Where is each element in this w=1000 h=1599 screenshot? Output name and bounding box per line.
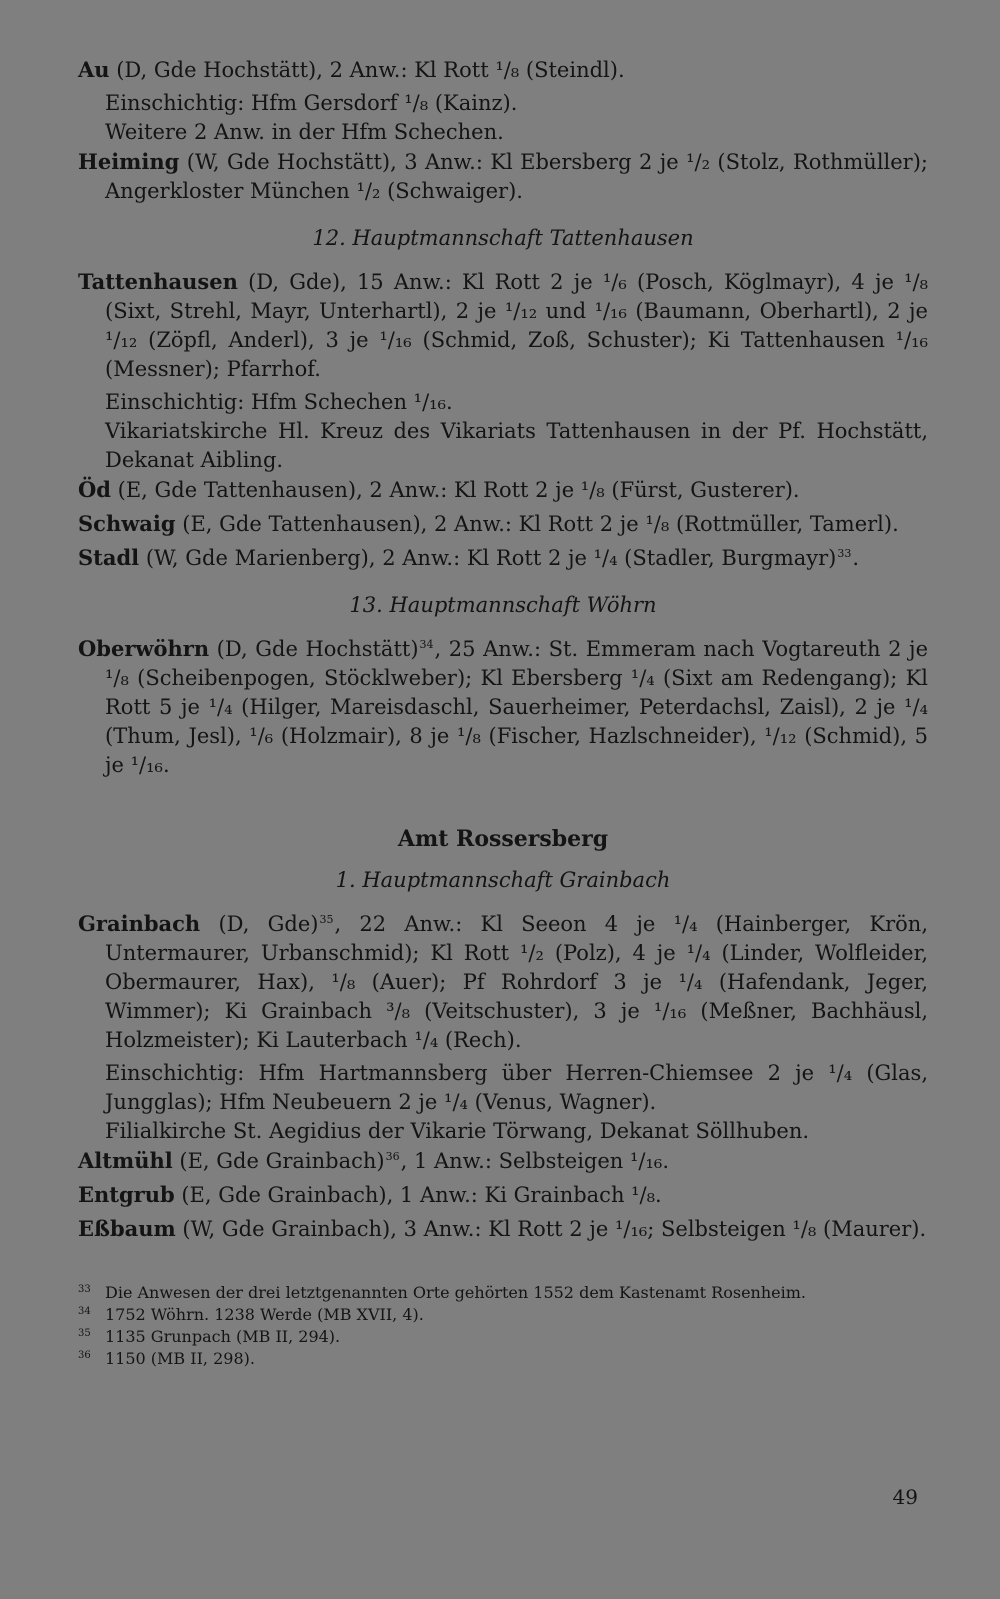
place-note: Filialkirche St. Aegidius der Vikarie Törwang, Dekanat Söllhuben. bbox=[105, 1119, 810, 1143]
place-note: Weitere 2 Anw. in der Hfm Schechen. bbox=[105, 120, 504, 144]
place-description-cont: , 1 Anw.: Selbsteigen ¹/₁₆. bbox=[400, 1149, 670, 1173]
footnote-ref: 35 bbox=[319, 913, 334, 926]
place-name: Eßbaum bbox=[78, 1216, 176, 1241]
place-name: Heiming bbox=[78, 149, 180, 174]
place-description-cont: , 25 Anw.: St. Emmeram nach Vogtareuth 2 je ¹/₈ (Scheibenpogen, Stöcklweber); Kl Ebersberg ¹/₄ (Sixt am Redengang); Kl Rott 5 je ¹/₄ (Hilger, Mareisdaschl, Sauerheimer, Peterdachsl, Zaisl), 2 je ¹/₄ (Thum, Jesl), ¹/₆ (Holzmair), 8 je ¹/₈ (Fischer, Hazlschneider), ¹/₁₂ (Schmid), 5 je ¹/₁₆. bbox=[105, 637, 928, 777]
place-description: (E, Gde Tattenhausen), 2 Anw.: Kl Rott 2 je ¹/₈ (Rottmüller, Tamerl). bbox=[175, 512, 899, 536]
place-description-cont: . bbox=[852, 546, 860, 570]
section-heading: 1. Hauptmannschaft Grainbach bbox=[335, 868, 671, 892]
place-entry bbox=[78, 1146, 928, 1176]
place-note: Einschichtig: Hfm Gersdorf ¹/₈ (Kainz). bbox=[105, 91, 518, 115]
footnote-text: 1150 (MB II, 298). bbox=[105, 1349, 255, 1368]
place-name: Au bbox=[78, 57, 110, 82]
page-number: 49 bbox=[892, 1485, 918, 1509]
place-name: Tattenhausen bbox=[78, 269, 238, 294]
place-description: (E, Gde Grainbach) bbox=[172, 1149, 385, 1173]
place-list-section bbox=[78, 55, 928, 206]
place-name: Schwaig bbox=[78, 511, 176, 536]
footnote: 34 1752 Wöhrn. 1238 Werde (MB XVII, 4). bbox=[78, 1305, 424, 1324]
footnote: 36 1150 (MB II, 298). bbox=[78, 1349, 255, 1368]
place-name: Öd bbox=[78, 477, 111, 502]
place-entry bbox=[78, 543, 928, 573]
place-entry bbox=[78, 909, 928, 1055]
place-description: (E, Gde Tattenhausen), 2 Anw.: Kl Rott 2 je ¹/₈ (Fürst, Gusterer). bbox=[110, 478, 800, 502]
place-entry bbox=[78, 509, 928, 539]
place-description: (W, Gde Marienberg), 2 Anw.: Kl Rott 2 je ¹/₄ (Stadler, Burgmayr) bbox=[139, 546, 837, 570]
section-heading: 12. Hauptmannschaft Tattenhausen bbox=[312, 226, 694, 250]
footnote-text: 1752 Wöhrn. 1238 Werde (MB XVII, 4). bbox=[105, 1305, 424, 1324]
place-entry bbox=[78, 1180, 928, 1210]
place-entry bbox=[78, 267, 928, 384]
place-name: Grainbach bbox=[78, 911, 201, 936]
section-heading: 13. Hauptmannschaft Wöhrn bbox=[349, 593, 657, 617]
place-list-section bbox=[78, 267, 928, 573]
place-name: Entgrub bbox=[78, 1182, 175, 1207]
place-description: (D, Gde) bbox=[200, 912, 319, 936]
place-entry bbox=[78, 1214, 928, 1244]
place-description-cont: , 22 Anw.: Kl Seeon 4 je ¹/₄ (Hainberger, Krön, Untermaurer, Urbanschmid); Kl Rott ¹/₂ (Polz), 4 je ¹/₄ (Linder, Wolfleider, Obermaurer, Hax), ¹/₈ (Auer); Pf Rohrdorf 3 je ¹/₄ (Hafendank, Jeger, Wimmer); Ki Grainbach ³/₈ (Veitschuster), 3 je ¹/₁₆ (Meßner, Bachhäusl, Holzmeister); Ki Lauterbach ¹/₄ (Rech). bbox=[105, 912, 928, 1052]
place-name: Stadl bbox=[78, 545, 140, 570]
place-description: (W, Gde Hochstätt), 3 Anw.: Kl Ebersberg 2 je ¹/₂ (Stolz, Rothmüller); Angerkloster München ¹/₂ (Schwaiger). bbox=[105, 150, 928, 203]
place-description: (D, Gde), 15 Anw.: Kl Rott 2 je ¹/₆ (Posch, Köglmayr), 4 je ¹/₈ (Sixt, Strehl, Mayr, Unterhartl), 2 je ¹/₁₂ und ¹/₁₆ (Baumann, Oberhartl), 2 je ¹/₁₂ (Zöpfl, Anderl), 3 je ¹/₁₆ (Schmid, Zoß, Schuster); Ki Tattenhausen ¹/₁₆ (Messner); Pfarrhof. bbox=[105, 270, 928, 381]
place-note: Einschichtig: Hfm Hartmannsberg über Herren-Chiemsee 2 je ¹/₄ (Glas, Jungglas); Hfm Neubeuern 2 je ¹/₄ (Venus, Wagner). bbox=[105, 1061, 928, 1114]
place-list-section bbox=[78, 909, 928, 1244]
footnote: 35 1135 Grunpach (MB II, 294). bbox=[78, 1327, 341, 1346]
footnote-ref: 36 bbox=[385, 1150, 400, 1163]
footnote-text: Die Anwesen der drei letztgenannten Orte gehörten 1552 dem Kastenamt Rosenheim. bbox=[105, 1283, 806, 1302]
place-description: (E, Gde Grainbach), 1 Anw.: Ki Grainbach ¹/₈. bbox=[174, 1183, 662, 1207]
place-description: (D, Gde Hochstätt), 2 Anw.: Kl Rott ¹/₈ (Steindl). bbox=[109, 58, 625, 82]
footnote: 33 Die Anwesen der drei letztgenannten Orte gehörten 1552 dem Kastenamt Rosenheim. bbox=[78, 1283, 806, 1302]
footnote-ref: 33 bbox=[837, 547, 852, 560]
footnote-ref: 34 bbox=[419, 638, 434, 651]
place-list-section bbox=[78, 634, 928, 780]
place-entry bbox=[78, 475, 928, 505]
place-entry bbox=[78, 634, 928, 780]
place-name: Altmühl bbox=[78, 1148, 173, 1173]
place-note: Vikariatskirche Hl. Kreuz des Vikariats Tattenhausen in der Pf. Hochstätt, Dekanat Aibling. bbox=[105, 419, 928, 472]
footnotes bbox=[78, 1282, 928, 1370]
place-entry bbox=[78, 147, 928, 206]
office-heading: Amt Rossersberg bbox=[397, 826, 609, 852]
place-note: Einschichtig: Hfm Schechen ¹/₁₆. bbox=[105, 390, 453, 414]
place-description: (W, Gde Grainbach), 3 Anw.: Kl Rott 2 je ¹/₁₆; Selbsteigen ¹/₈ (Maurer). bbox=[175, 1217, 927, 1241]
place-entry bbox=[78, 55, 928, 85]
place-name: Oberwöhrn bbox=[78, 636, 210, 661]
place-description: (D, Gde Hochstätt) bbox=[209, 637, 419, 661]
footnote-text: 1135 Grunpach (MB II, 294). bbox=[105, 1327, 341, 1346]
